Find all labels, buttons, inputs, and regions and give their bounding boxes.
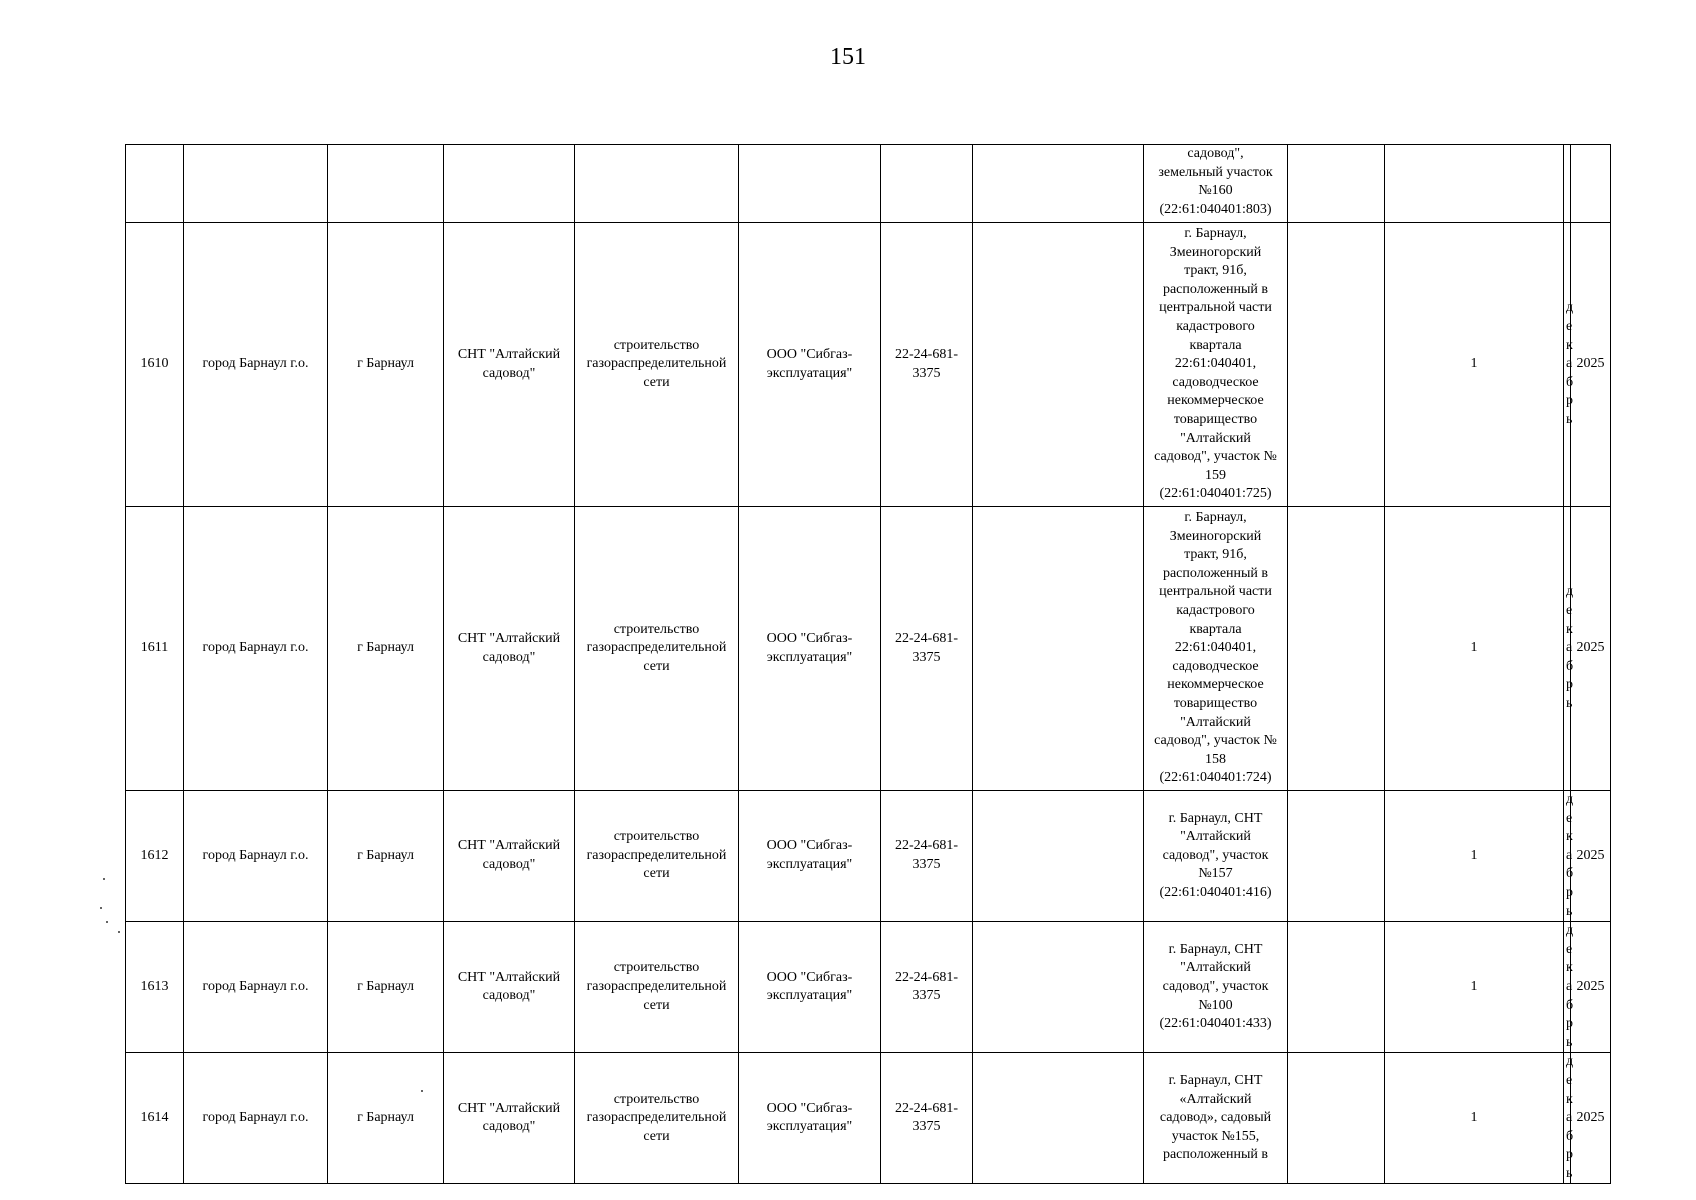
cell-applicant: СНТ "Алтайский садовод" bbox=[444, 223, 575, 507]
cell-row-number: 1613 bbox=[126, 922, 184, 1053]
cell-phone: 22-24-681-3375 bbox=[881, 507, 973, 791]
address-line: тракт, 91б, bbox=[1184, 547, 1247, 563]
address-line: садовод", участок bbox=[1162, 978, 1269, 994]
cell-district: город Барнаул г.о. bbox=[184, 507, 328, 791]
page-number: 151 bbox=[830, 44, 866, 70]
cell-count: 1 bbox=[1385, 1053, 1564, 1184]
scan-speck bbox=[118, 931, 120, 933]
cell-purpose: строительство газораспределительной сети bbox=[575, 1053, 739, 1184]
address-line: товарищество bbox=[1173, 411, 1258, 427]
address-line: квартала bbox=[1189, 621, 1242, 637]
address-line: Змеиногорский bbox=[1169, 244, 1262, 260]
cell-empty bbox=[1288, 791, 1385, 922]
address-line: садовод», садовый bbox=[1159, 1110, 1272, 1126]
scan-speck bbox=[421, 1090, 423, 1092]
cell-empty bbox=[1288, 145, 1385, 223]
address-line: садовод", участок № bbox=[1154, 449, 1277, 465]
address-line: 158 bbox=[1205, 751, 1226, 767]
address-line: участок №155, bbox=[1171, 1128, 1260, 1144]
cell-empty bbox=[739, 145, 881, 223]
cell-empty bbox=[973, 145, 1144, 223]
address-line: "Алтайский bbox=[1180, 960, 1251, 976]
address-line: г. Барнаул, СНТ bbox=[1168, 941, 1263, 957]
scan-speck bbox=[106, 921, 108, 923]
cell-applicant: СНТ "Алтайский садовод" bbox=[444, 791, 575, 922]
cell-count: 1 bbox=[1385, 922, 1564, 1053]
address-line: «Алтайский bbox=[1179, 1091, 1252, 1107]
cell-address bbox=[1144, 223, 1288, 507]
address-line: некоммерческое bbox=[1167, 677, 1264, 693]
table-row bbox=[126, 1053, 1611, 1184]
address-line: №157 bbox=[1198, 866, 1233, 882]
cell-applicant: СНТ "Алтайский садовод" bbox=[444, 922, 575, 1053]
address-line: садоводческое bbox=[1172, 658, 1259, 674]
address-line: садоводческое bbox=[1172, 374, 1259, 390]
cell-district: город Барнаул г.о. bbox=[184, 922, 328, 1053]
address-line: садовод", bbox=[1187, 146, 1244, 161]
scan-speck bbox=[100, 907, 102, 909]
address-line: расположенный в bbox=[1162, 1147, 1269, 1163]
address-line: (22:61:040401:433) bbox=[1159, 1016, 1272, 1032]
cell-empty bbox=[973, 791, 1144, 922]
scan-speck bbox=[103, 878, 105, 880]
cell-year: 2025 bbox=[1571, 1053, 1611, 1184]
cell-purpose: строительство газораспределительной сети bbox=[575, 922, 739, 1053]
cell-empty bbox=[973, 922, 1144, 1053]
cell-empty bbox=[444, 145, 575, 223]
cell-empty bbox=[1288, 507, 1385, 791]
cell-gas-operator: ООО "Сибгаз-эксплуатация" bbox=[739, 1053, 881, 1184]
address-line: г. Барнаул, СНТ bbox=[1168, 1072, 1263, 1088]
cell-city: г Барнаул bbox=[328, 791, 444, 922]
address-line: квартала bbox=[1189, 337, 1242, 353]
cell-empty bbox=[1288, 1053, 1385, 1184]
address-line: (22:61:040401:724) bbox=[1159, 770, 1272, 786]
cell-gas-operator: ООО "Сибгаз-эксплуатация" bbox=[739, 791, 881, 922]
table-row bbox=[126, 223, 1611, 507]
address-line: некоммерческое bbox=[1167, 393, 1264, 409]
address-line: 22:61:040401, bbox=[1174, 356, 1257, 372]
cell-empty bbox=[184, 145, 328, 223]
address-line: (22:61:040401:803) bbox=[1159, 201, 1272, 217]
address-line: центральной части bbox=[1159, 584, 1272, 600]
cell-empty bbox=[973, 507, 1144, 791]
cell-phone: 22-24-681-3375 bbox=[881, 223, 973, 507]
cell-address bbox=[1144, 922, 1288, 1053]
address-line: "Алтайский bbox=[1180, 714, 1251, 730]
address-line: расположенный в bbox=[1162, 281, 1269, 297]
cell-month: декабрь bbox=[1564, 922, 1571, 1053]
cell-empty bbox=[575, 145, 739, 223]
cell-count: 1 bbox=[1385, 507, 1564, 791]
cell-month: декабрь bbox=[1564, 223, 1571, 507]
address-line: г. Барнаул, СНТ bbox=[1168, 810, 1263, 826]
address-line: №160 bbox=[1198, 183, 1233, 199]
cell-month: декабрь bbox=[1564, 1053, 1571, 1184]
cell-phone: 22-24-681-3375 bbox=[881, 791, 973, 922]
address-line: тракт, 91б, bbox=[1184, 263, 1247, 279]
cell-purpose: строительство газораспределительной сети bbox=[575, 507, 739, 791]
cell-district: город Барнаул г.о. bbox=[184, 223, 328, 507]
cell-address bbox=[1144, 507, 1288, 791]
registry-table bbox=[125, 144, 1611, 1184]
cell-month: декабрь bbox=[1564, 791, 1571, 922]
address-line: товарищество bbox=[1173, 695, 1258, 711]
cell-count: 1 bbox=[1385, 791, 1564, 922]
cell-empty bbox=[1288, 223, 1385, 507]
address-line: г. Барнаул, bbox=[1184, 510, 1247, 526]
address-line: расположенный в bbox=[1162, 565, 1269, 581]
cell-city: г Барнаул bbox=[328, 1053, 444, 1184]
cell-city: г Барнаул bbox=[328, 922, 444, 1053]
cell-address bbox=[1144, 145, 1288, 223]
cell-year: 2025 bbox=[1571, 223, 1611, 507]
cell-empty bbox=[1288, 922, 1385, 1053]
cell-phone: 22-24-681-3375 bbox=[881, 1053, 973, 1184]
address-line: г. Барнаул, bbox=[1184, 226, 1247, 242]
cell-phone: 22-24-681-3375 bbox=[881, 922, 973, 1053]
address-line: садовод", участок № bbox=[1154, 733, 1277, 749]
address-line: кадастрового bbox=[1176, 603, 1255, 619]
address-line: "Алтайский bbox=[1180, 430, 1251, 446]
cell-row-number: 1614 bbox=[126, 1053, 184, 1184]
cell-district: город Барнаул г.о. bbox=[184, 791, 328, 922]
cell-count: 1 bbox=[1385, 223, 1564, 507]
cell-row-number: 1611 bbox=[126, 507, 184, 791]
cell-gas-operator: ООО "Сибгаз-эксплуатация" bbox=[739, 507, 881, 791]
cell-row-number: 1610 bbox=[126, 223, 184, 507]
cell-empty bbox=[881, 145, 973, 223]
cell-city: г Барнаул bbox=[328, 507, 444, 791]
cell-gas-operator: ООО "Сибгаз-эксплуатация" bbox=[739, 922, 881, 1053]
cell-empty bbox=[973, 1053, 1144, 1184]
address-line: (22:61:040401:725) bbox=[1159, 486, 1272, 502]
table-row bbox=[126, 507, 1611, 791]
table-row-continuation bbox=[126, 145, 1611, 223]
table-row bbox=[126, 791, 1611, 922]
cell-gas-operator: ООО "Сибгаз-эксплуатация" bbox=[739, 223, 881, 507]
cell-empty bbox=[1571, 145, 1611, 223]
address-line: "Алтайский bbox=[1180, 829, 1251, 845]
cell-empty bbox=[1564, 145, 1571, 223]
cell-empty bbox=[328, 145, 444, 223]
address-line: (22:61:040401:416) bbox=[1159, 884, 1272, 900]
cell-empty bbox=[126, 145, 184, 223]
address-line: Змеиногорский bbox=[1169, 528, 1262, 544]
cell-district: город Барнаул г.о. bbox=[184, 1053, 328, 1184]
cell-applicant: СНТ "Алтайский садовод" bbox=[444, 507, 575, 791]
address-line: 22:61:040401, bbox=[1174, 640, 1257, 656]
address-line: земельный участок bbox=[1158, 164, 1273, 180]
address-line: 159 bbox=[1205, 467, 1226, 483]
table-row bbox=[126, 922, 1611, 1053]
cell-row-number: 1612 bbox=[126, 791, 184, 922]
cell-city: г Барнаул bbox=[328, 223, 444, 507]
cell-month: декабрь bbox=[1564, 507, 1571, 791]
address-line: садовод", участок bbox=[1162, 847, 1269, 863]
cell-empty bbox=[1385, 145, 1564, 223]
cell-address bbox=[1144, 1053, 1288, 1184]
address-line: центральной части bbox=[1159, 300, 1272, 316]
cell-purpose: строительство газораспределительной сети bbox=[575, 791, 739, 922]
address-line: №100 bbox=[1198, 997, 1233, 1013]
cell-year: 2025 bbox=[1571, 507, 1611, 791]
cell-year: 2025 bbox=[1571, 922, 1611, 1053]
cell-empty bbox=[973, 223, 1144, 507]
address-line: кадастрового bbox=[1176, 319, 1255, 335]
cell-applicant: СНТ "Алтайский садовод" bbox=[444, 1053, 575, 1184]
cell-purpose: строительство газораспределительной сети bbox=[575, 223, 739, 507]
cell-year: 2025 bbox=[1571, 791, 1611, 922]
cell-address bbox=[1144, 791, 1288, 922]
